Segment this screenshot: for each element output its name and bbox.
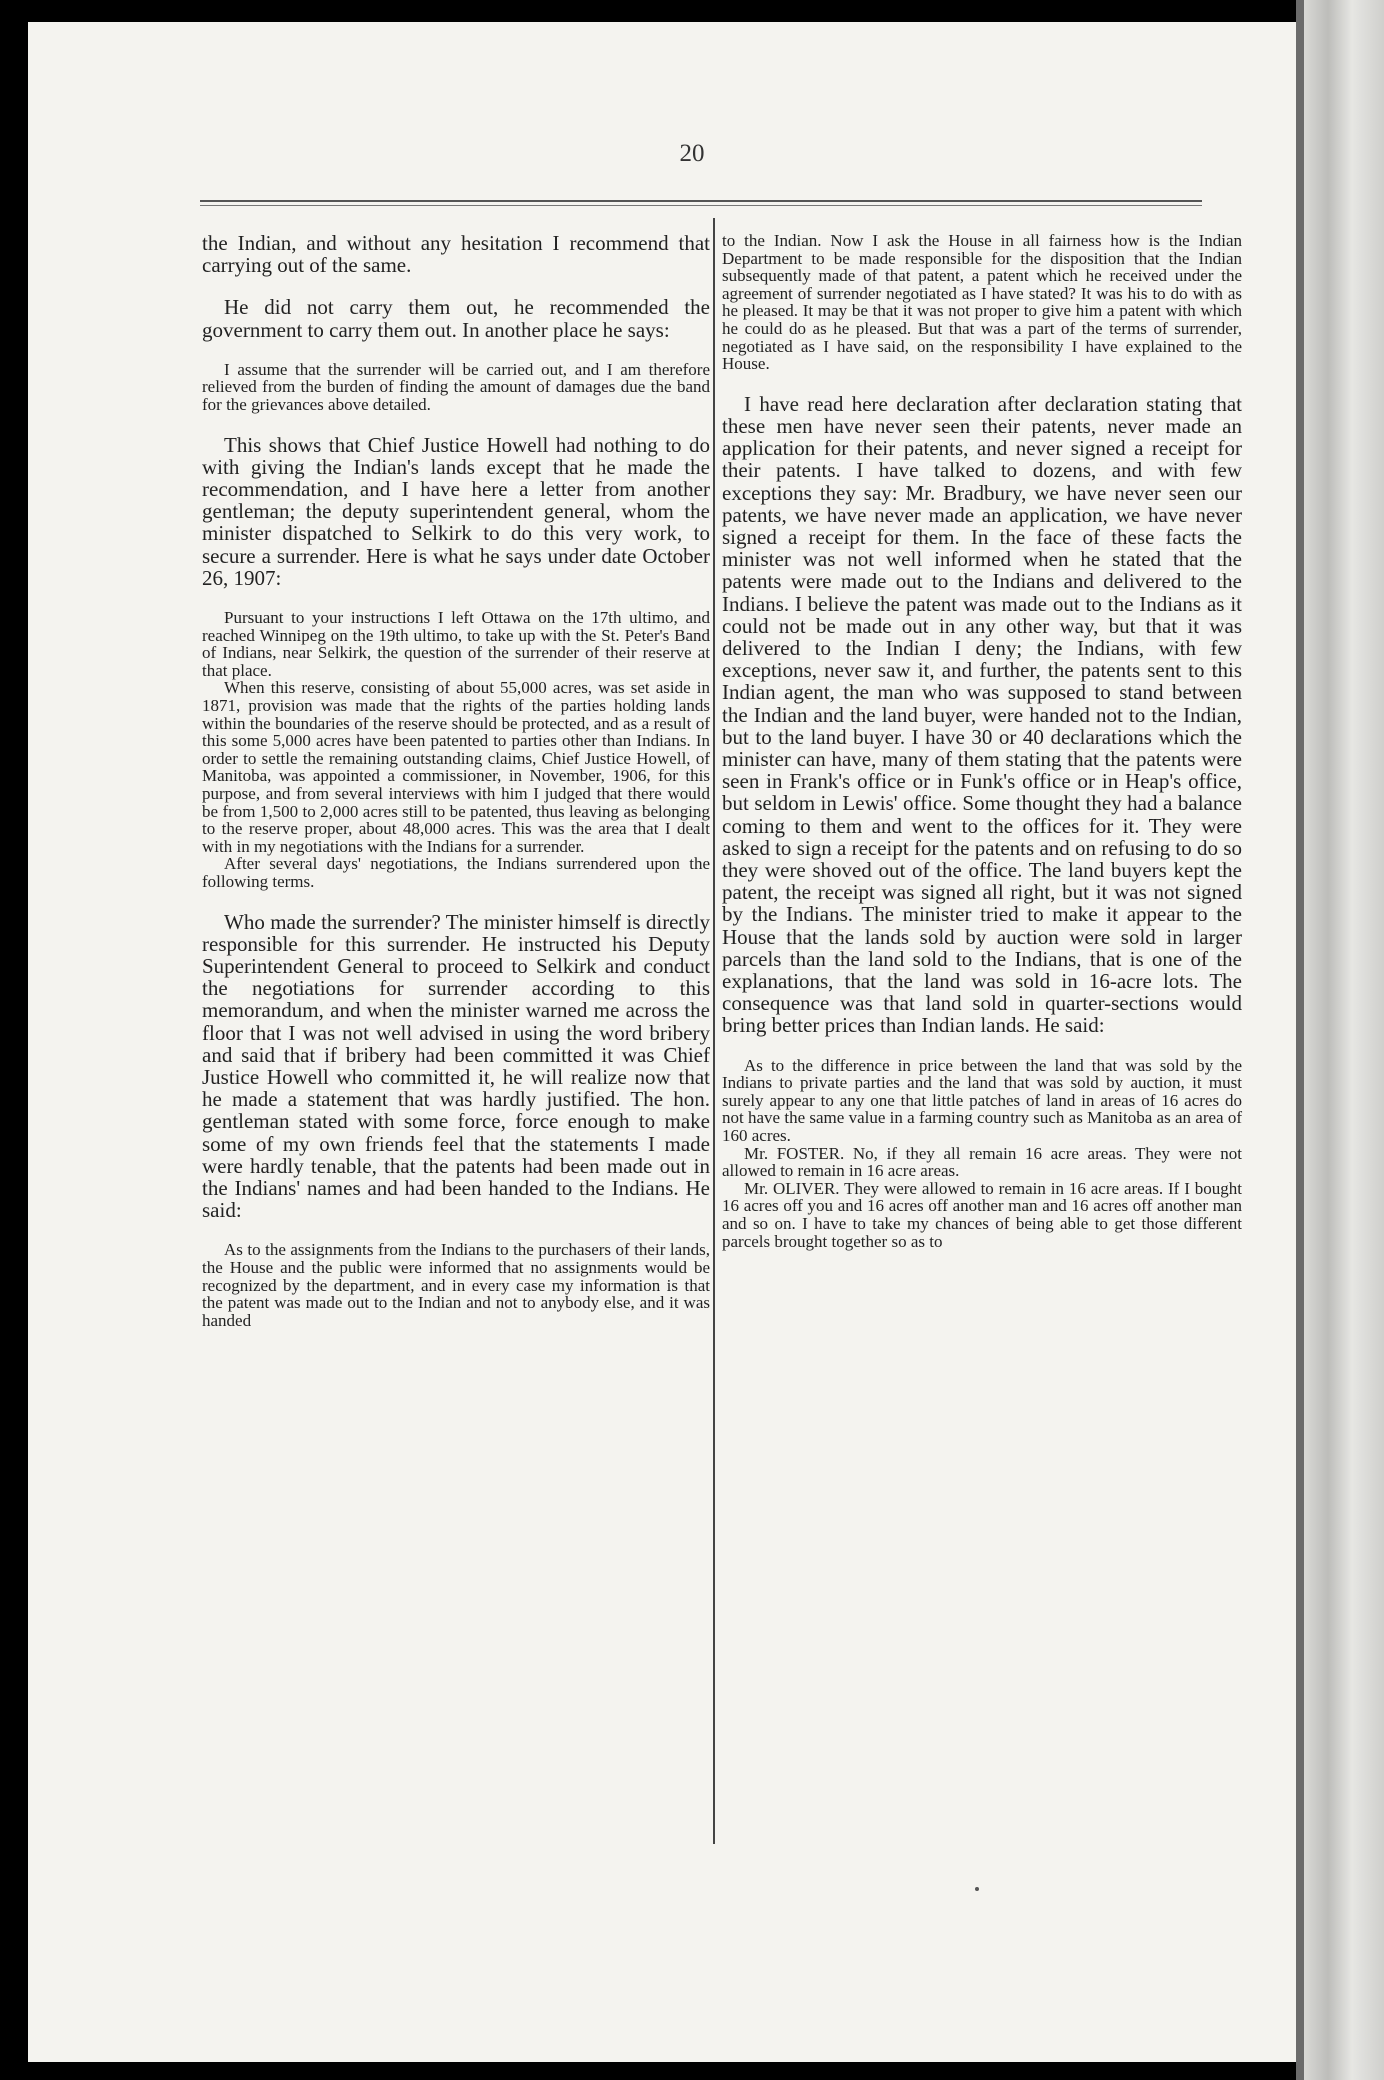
scan-border: [1304, 0, 1384, 2080]
quoted-paragraph: Mr. OLIVER. They were allowed to remain in 16 acre areas. If I bought 16 acres off you and 16 acres off another man and 16 acres off another man and so on. I have to take my chances of being able to get those different parcels brought together so as to: [722, 1178, 1242, 1251]
page-number: 20: [679, 140, 705, 167]
quoted-paragraph: As to the difference in price between the land that was sold by the Indians to private parties and the land that was sold by auction, it must surely appear to any one that little patches of land in areas of 16 acres do not have the same value in a farming country such as Manitoba as an area of 160 acres.: [722, 1055, 1242, 1146]
paragraph: He did not carry them out, he recommended the government to carry them out. In another place he says:: [202, 295, 710, 342]
right-column: [722, 232, 1242, 1250]
quoted-paragraph: Pursuant to your instructions I left Ottawa on the 17th ultimo, and reached Winnipeg on the 19th ultimo, to take up with the St. Peter's Band of Indians, near Selkirk, the question of the surrender of their reserve at that place.: [202, 608, 710, 680]
paragraph: Who made the surrender? The minister himself is directly responsible for this surrender. He instructed his Deputy Superintendent General to proceed to Selkirk and conduct the negotiations for surrender according to this memorandum, and when the minister warned me across the floor that I was not well advised in using the word bribery and said that if bribery had been committed it was Chief Justice Howell who committed it, he will realize now that he made a statement that was hardly justified. The hon. gentleman stated with some force, force enough to make some of my own friends feel that the statements I made were hardly tenable, that the patents had been made out in the Indians' names and had been handed to the Indians. He said:: [202, 909, 710, 1223]
quoted-paragraph: to the Indian. Now I ask the House in all fairness how is the Indian Department to be made responsible for the disposition that the Indian subsequently made of that patent, a patent which he received under the agreement of surrender negotiated as I have stated? It was his to do with as he pleased. It may be that it was not proper to give him a patent with which he could do as he pleased. But that was a part of the terms of surrender, negotiated as I have said, on the responsibility I have explained to the House.: [722, 231, 1242, 374]
header-rule: [200, 200, 1202, 206]
quoted-paragraph: As to the assignments from the Indians to the purchasers of their lands, the House and the public were informed that no assignments would be recognized by the department, and in every case my information is that the patent was made out to the Indian and not to anybody else, and it was handed: [202, 1240, 710, 1330]
quoted-paragraph: After several days' negotiations, the Indians surrendered upon the following terms.: [202, 854, 710, 891]
paragraph: This shows that Chief Justice Howell had nothing to do with giving the Indian's lands except that he made the recommendation, and I have here a letter from another gentleman; the deputy superintendent general, whom the minister dispatched to Selkirk to do this very work, to secure a surrender. Here is what he says under date October 26, 1907:: [202, 432, 710, 590]
paragraph: I have read here declaration after declaration stating that these men have never seen their patents, never made an application for their patents, and never signed a receipt for their patents. I have talked to dozens, and with few exceptions they say: Mr. Bradbury, we have never seen our patents, we have never made an application, we have never signed a receipt for them. In the face of these facts the minister was not well informed when he stated that the patents were made out to the Indians and delivered to the Indians. I believe the patent was made out to the Indians as it could not be made out in any other way, but that it was delivered to the Indian I deny; the Indians, with few exceptions, never saw it, and further, the patents sent to this Indian agent, the man who was supposed to stand between the Indian and the land buyer, were handed not to the Indian, but to the land buyer. I have 30 or 40 declarations which the minister can have, many of them stating that the patents were seen in Frank's office or in Funk's office or in Heap's office, but seldom in Lewis' office. Some thought they had a balance coming to them and went to the offices for it. They were asked to sign a receipt for the patents and on refusing to do so they were shoved out of the office. The land buyers kept the patent, the receipt was signed all right, but it was not signed by the Indians. The minister tried to make it appear to the House that the lands sold by auction were sold in larger parcels than the land sold to the Indians, that is one of the explanations, that the land was sold in 16-acre lots. The consequence was that land sold in quarter-sections would bring better prices than Indian lands. He said:: [722, 391, 1242, 1038]
quoted-paragraph: When this reserve, consisting of about 55,000 acres, was set aside in 1871, provision was made that the rights of the parties holding lands within the boundaries of the reserve should be protected, and as a result of this some 5,000 acres have been patented to parties other than Indians. In order to settle the remaining outstanding claims, Chief Justice Howell, of Manitoba, was appointed a commissioner, in November, 1906, for this purpose, and from several interviews with him I judged that there would be from 1,500 to 2,000 acres still to be patented, thus leaving as belonging to the reserve proper, about 48,000 acres. This was the area that I dealt with in my negotiations with the Indians for a surrender.: [202, 678, 710, 856]
scan-speck: [975, 1887, 979, 1891]
quoted-paragraph: Mr. FOSTER. No, if they all remain 16 acre areas. They were not allowed to remain in 16 acre areas.: [722, 1143, 1242, 1181]
left-column: [202, 232, 710, 1329]
paragraph: the Indian, and without any hesitation I recommend that carrying out of the same.: [202, 231, 710, 278]
column-divider: [713, 218, 715, 1844]
quoted-paragraph: I assume that the surrender will be carried out, and I am therefore relieved from the burden of finding the amount of damages due the band for the grievances above detailed.: [202, 359, 710, 414]
